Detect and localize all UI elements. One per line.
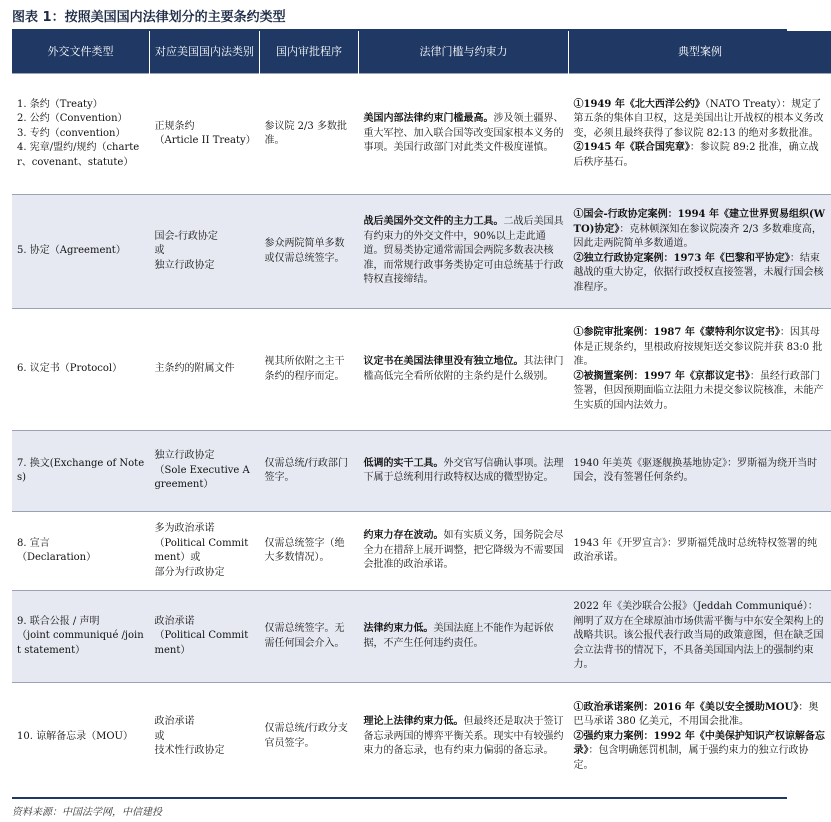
cell-domestic-category <box>150 195 260 309</box>
cell-document-type <box>12 74 150 195</box>
type-line: 2. 公约（Convention） <box>17 113 128 125</box>
threshold-headline: 约束力存在波动。 <box>363 530 444 542</box>
cell-typical-cases <box>569 591 831 683</box>
category-line: （Article II Treaty） <box>154 135 256 146</box>
category-line: 主条约的附属文件 <box>154 363 235 375</box>
procedure-text: 仅需总统/行政部门签字。 <box>264 457 348 483</box>
threshold-headline: 战后美国外交文件的主力工具。 <box>363 216 504 228</box>
procedure-text: 视其所依附之主干条约的程序而定。 <box>264 356 345 382</box>
table-row <box>12 683 831 791</box>
type-line: 5. 协定（Agreement） <box>17 245 126 257</box>
type-line: （joint communiqué /joint statement） <box>17 630 144 656</box>
type-line: 6. 议定书（Protocol） <box>17 363 123 375</box>
case-text: ：参议院 89:2 批准，确立战后秩序基石。 <box>573 142 819 168</box>
case-item <box>574 252 827 296</box>
case-item <box>574 208 827 252</box>
case-text: 1943 年《开罗宣言》：罗斯福凭战时总统特权签署的纯政治承诺。 <box>573 537 818 563</box>
cell-approval-procedure <box>260 591 359 683</box>
case-title: ②强约束力案例：1992 年《中美保护知识产权谅解备忘录》 <box>573 730 825 756</box>
table-row <box>12 512 831 591</box>
category-line: 技术性行政协定 <box>154 745 225 756</box>
category-line: 国会-行政协定 <box>154 230 218 242</box>
cell-domestic-category <box>150 591 260 683</box>
case-text: （NATO Treaty）：规定了第五条的集体自卫权，这是美国出让开战权的根本义务改变，必须且最终获得了参议院 82:13 的绝对多数批准。 <box>573 98 824 139</box>
category-line: 正规条约 <box>154 120 195 132</box>
type-line: 8. 宣言 <box>17 537 50 549</box>
cell-typical-cases <box>569 74 831 195</box>
case-title: ①国会-行政协定案例：1994 年《建立世界贸易组织(WTO)协定》 <box>573 209 825 235</box>
table-body <box>12 74 831 791</box>
figure-title: 图表 1：按照美国国内法律划分的主要条约类型 <box>12 10 286 25</box>
cell-legal-threshold <box>359 591 569 683</box>
threshold-headline: 理论上法律约束力低。 <box>363 716 464 727</box>
table-row <box>12 74 831 195</box>
cell-document-type <box>12 683 150 791</box>
category-line: （Political Commitment）或 <box>154 537 249 563</box>
procedure-text: 仅需总统签字。无需任何国会介入。 <box>264 623 345 649</box>
case-item <box>574 600 827 673</box>
cell-domestic-category <box>150 512 260 591</box>
procedure-text: 仅需总统/行政分支官员签字。 <box>264 723 348 749</box>
threshold-text: 外交官写信确认事项。法理下属于总统利用行政特权达成的微型协定。 <box>363 457 564 483</box>
case-text: ：因其母体是正规条约，里根政府按规矩送交参议院并获 83:0 批准。 <box>573 327 823 367</box>
case-text: 2022 年《美沙联合公报》（Jeddah Communiqué）：阐明了双方在全球原油市场供需平衡与中东安全架构上的战略共识。该公报代表行政当局的政策意图，但在缺乏国会立法背书的情况下，不具备美国国内法上的强制约束力。 <box>573 601 824 671</box>
case-item <box>574 730 827 774</box>
bottom-rule <box>12 797 787 799</box>
case-text: ：奥巴马承诺 380 亿美元，不用国会批准。 <box>573 701 819 727</box>
table-row <box>12 309 831 431</box>
case-title: ②独立行政协定案例：1973 年《巴黎和平协定》 <box>573 252 790 264</box>
procedure-text: 参众两院简单多数或仅需总统签字。 <box>264 238 345 264</box>
header-document-type: 外交文件类型 <box>12 31 150 74</box>
cell-approval-procedure <box>260 683 359 791</box>
cell-domestic-category <box>150 74 260 195</box>
case-item <box>574 326 827 370</box>
case-title: ②1945 年《联合国宪章》 <box>573 142 690 154</box>
cell-document-type <box>12 512 150 591</box>
cell-approval-procedure <box>260 195 359 309</box>
category-line: 政治承诺 <box>154 615 195 627</box>
header-typical-cases: 典型案例 <box>569 31 831 74</box>
cell-legal-threshold <box>359 309 569 431</box>
threshold-text: 但最终还是取决于签订备忘录两国的博弈平衡关系。现实中有较强约束力的备忘录，也有约束力偏弱的备忘录。 <box>363 716 564 756</box>
cell-legal-threshold <box>359 512 569 591</box>
treaty-types-table <box>12 31 831 791</box>
cell-legal-threshold <box>359 195 569 309</box>
case-item <box>574 537 827 566</box>
case-title: ①参院审批案例：1987 年《蒙特利尔议定书》 <box>573 327 780 338</box>
table-row <box>12 591 831 683</box>
type-line: 10. 谅解备忘录（MOU） <box>17 730 133 742</box>
category-line: 或 <box>154 245 165 257</box>
table-row <box>12 195 831 309</box>
category-line: 部分为行政协定 <box>154 566 225 578</box>
threshold-headline: 低调的实干工具。 <box>363 457 444 469</box>
case-title: ②被搁置案例：1997 年《京都议定书》 <box>573 370 750 382</box>
category-line: 政治承诺 <box>154 716 195 727</box>
threshold-text: 美国法庭上不能作为起诉依据，不产生任何违约责任。 <box>363 623 554 649</box>
procedure-text: 仅需总统签字（绝大多数情况）。 <box>264 537 345 563</box>
threshold-headline: 法律约束力低。 <box>363 623 434 634</box>
cell-approval-procedure <box>260 309 359 431</box>
cell-legal-threshold <box>359 683 569 791</box>
category-line: 独立行政协定 <box>154 450 215 462</box>
header-approval-procedure: 国内审批程序 <box>260 31 359 74</box>
cell-domestic-category <box>150 431 260 512</box>
threshold-text: 如有实质义务，国务院会尽全力在措辞上展开调整，把它降级为不需要国会批准的政治承诺。 <box>363 530 564 571</box>
type-line: 1. 条约（Treaty） <box>17 98 103 110</box>
threshold-text: 二战后美国具有约束力的外交文件中，90%以上走此通道。贸易类协定通常需国会两院多数表决核准，而常规行政事务类协定可由总统基于行政特权直接缔结。 <box>363 216 564 286</box>
cell-domestic-category <box>150 309 260 431</box>
case-item <box>574 701 827 730</box>
cell-typical-cases <box>569 512 831 591</box>
procedure-text: 参议院 2/3 多数批准。 <box>264 120 347 146</box>
case-title: ①1949 年《北大西洋公约》 <box>573 98 705 110</box>
cell-document-type <box>12 195 150 309</box>
cell-approval-procedure <box>260 74 359 195</box>
source-footnote: 资料来源：中国法学网，中信建投 <box>12 807 162 818</box>
case-text: ：包含明确惩罚机制，属于强约束力的独立行政协定。 <box>573 745 809 771</box>
threshold-text: 其法律门槛高低完全看所依附的主条约是什么级别。 <box>363 356 564 382</box>
cell-approval-procedure <box>260 512 359 591</box>
case-item <box>574 457 827 486</box>
threshold-headline: 议定书在美国法律里没有独立地位。 <box>363 356 524 367</box>
threshold-text: 涉及领土疆界、重大军控、加入联合国等改变国家根本义务的事项。美国行政部门对此类文件极度谨慎。 <box>363 113 564 154</box>
threshold-headline: 美国内部法律约束门槛最高。 <box>363 113 494 125</box>
category-line: 多为政治承诺 <box>154 523 215 534</box>
cell-legal-threshold <box>359 74 569 195</box>
header-legal-threshold: 法律门槛与约束力 <box>359 31 569 74</box>
case-item <box>574 370 827 414</box>
table-header-row <box>12 31 831 74</box>
case-title: ①政治承诺案例：2016 年《美以安全援助MOU》 <box>573 701 799 713</box>
type-line: 3. 专约（convention） <box>17 127 126 139</box>
category-line: 独立行政协定 <box>154 259 215 271</box>
category-line: （Sole Executive Agreement） <box>154 464 250 491</box>
cell-document-type <box>12 591 150 683</box>
case-text: ：克林顿深知在参议院凑齐 2/3 多数难度高，因此走两院简单多数通道。 <box>573 223 822 249</box>
case-text: 1940 年美英《驱逐舰换基地协定》：罗斯福为绕开当时国会，没有签署任何条约。 <box>573 457 818 483</box>
category-line: 或 <box>154 730 165 742</box>
case-item <box>574 141 827 170</box>
table-row <box>12 431 831 512</box>
header-domestic-category: 对应美国国内法类别 <box>150 31 260 74</box>
cell-document-type <box>12 431 150 512</box>
cell-document-type <box>12 309 150 431</box>
cell-domestic-category <box>150 683 260 791</box>
case-text: ：结束越战的重大协定，依据行政授权直接签署，未履行国会核准程序。 <box>573 252 824 293</box>
type-line: 7. 换文(Exchange of Notes) <box>17 457 145 483</box>
type-line: 9. 联合公报 / 声明 <box>17 615 100 627</box>
cell-typical-cases <box>569 195 831 309</box>
case-text: ：虽经行政部门签署，但因预期面临立法阻力未提交参议院核准，未能产生实质的国内法效力。 <box>573 370 824 411</box>
cell-typical-cases <box>569 683 831 791</box>
type-line: 4. 宪章/盟约/规约（charter、covenant、statute） <box>17 142 140 168</box>
category-line: （Political Commitment） <box>154 630 249 656</box>
cell-approval-procedure <box>260 431 359 512</box>
cell-typical-cases <box>569 309 831 431</box>
cell-legal-threshold <box>359 431 569 512</box>
type-line: （Declaration） <box>17 552 97 563</box>
cell-typical-cases <box>569 431 831 512</box>
case-item <box>574 98 827 142</box>
